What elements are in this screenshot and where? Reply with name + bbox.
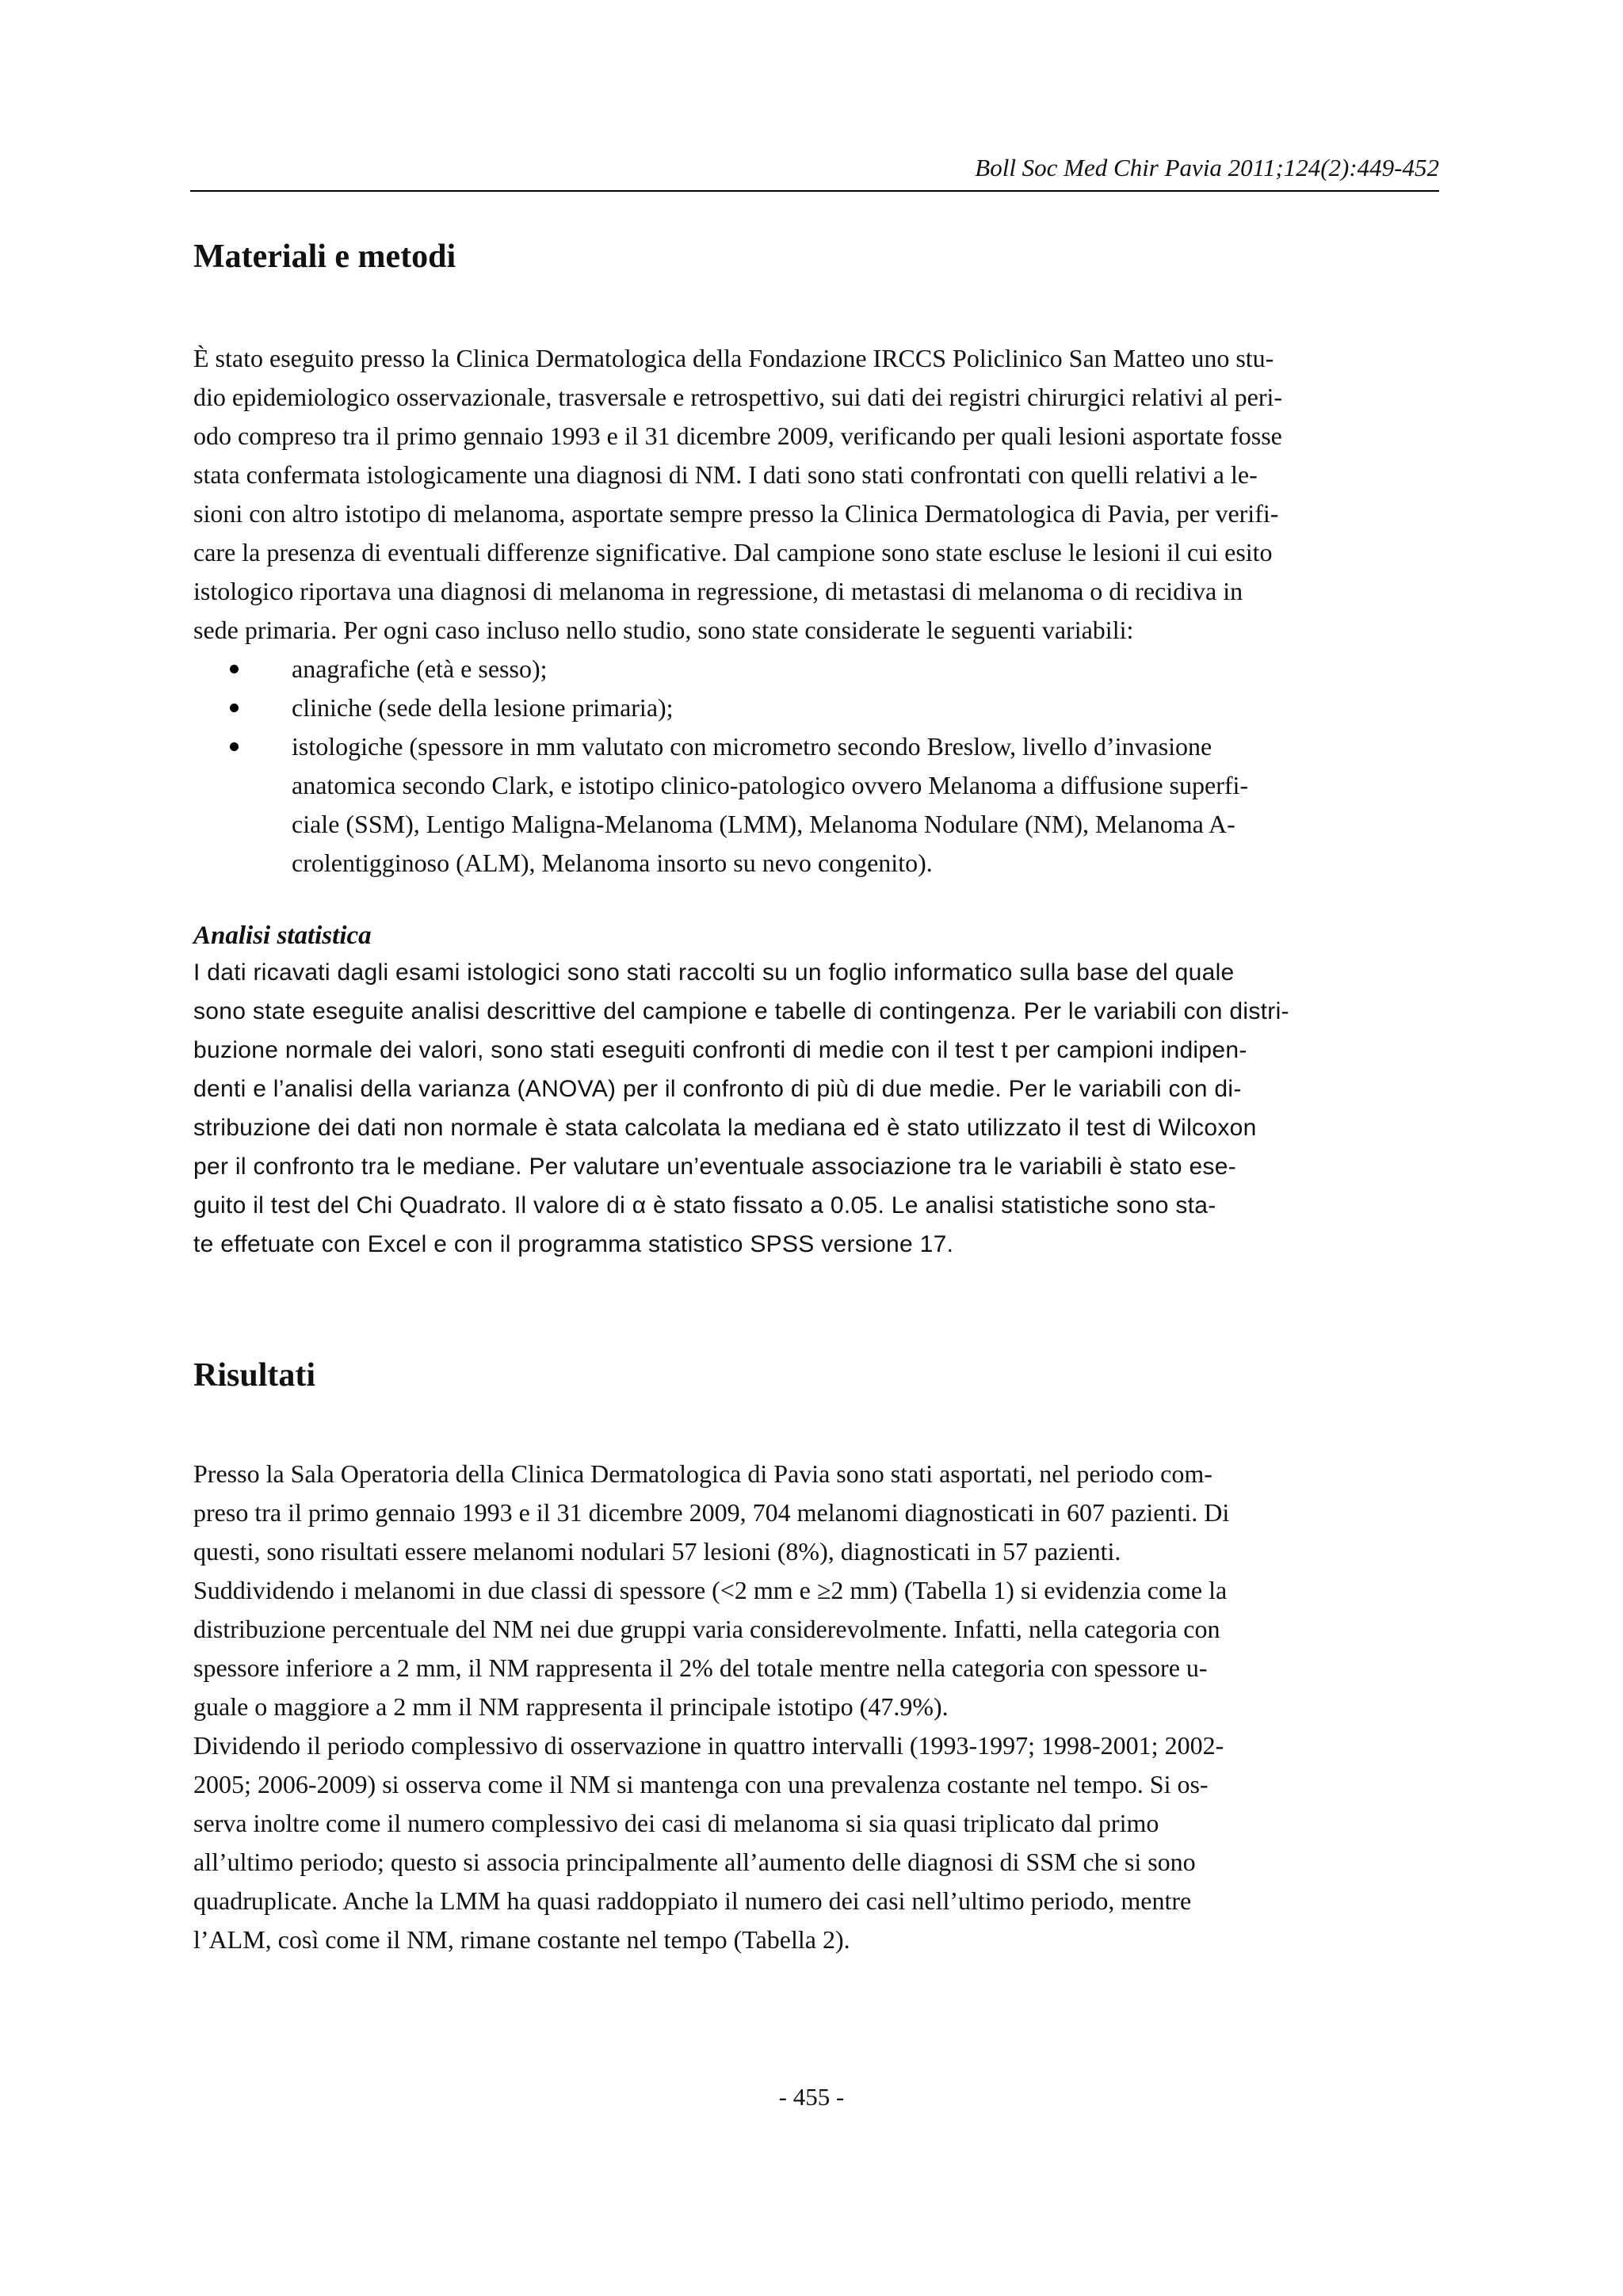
bullet-icon (230, 665, 239, 673)
text-line: spessore inferiore a 2 mm, il NM rappresenta il 2% del totale mentre nella categoria con spessore u- (193, 1653, 1208, 1682)
header-rule (190, 190, 1439, 192)
text-line: distribuzione percentuale del NM nei due gruppi varia considerevolmente. Infatti, nella categoria con (193, 1615, 1220, 1643)
journal-reference-header: Boll Soc Med Chir Pavia 2011;124(2):449-452 (975, 154, 1439, 181)
paragraph-risultati-3 (193, 1726, 1436, 1959)
text-line: anatomica secondo Clark, e istotipo clinico-patologico ovvero Melanoma a diffusione superfi- (292, 771, 1249, 799)
section-title-risultati: Risultati (193, 1357, 316, 1394)
text-line: I dati ricavati dagli esami istologici sono stati raccolti su un foglio informatico sulla base del quale (193, 959, 1235, 986)
text-line: anagrafiche (età e sesso); (292, 654, 548, 683)
text-line: per il confronto tra le mediane. Per valutare un’eventuale associazione tra le variabili è stato ese- (193, 1154, 1237, 1180)
list-item (193, 688, 1436, 727)
text-line: È stato eseguito presso la Clinica Dermatologica della Fondazione IRCCS Policlinico San Matteo uno stu- (193, 344, 1274, 372)
list-item (193, 727, 1436, 883)
text-line: serva inoltre come il numero complessivo dei casi di melanoma si sia quasi triplicato dal primo (193, 1809, 1159, 1837)
text-line: Dividendo il periodo complessivo di osservazione in quattro intervalli (1993-1997; 1998-2001; 2002- (193, 1731, 1224, 1760)
text-line: stribuzione dei dati non normale è stata calcolata la mediana ed è stato utilizzato il test di Wilcoxon (193, 1115, 1257, 1141)
text-line: guale o maggiore a 2 mm il NM rappresenta il principale istotipo (47.9%). (193, 1692, 949, 1721)
bullet-icon (230, 704, 239, 712)
text-line: guito il test del Chi Quadrato. Il valore di α è stato fissato a 0.05. Le analisi statistiche sono sta- (193, 1192, 1216, 1219)
subsection-title-analisi: Analisi statistica (193, 921, 372, 950)
text-line: questi, sono risultati essere melanomi nodulari 57 lesioni (8%), diagnosticati in 57 pazienti. (193, 1537, 1121, 1566)
text-line: ciale (SSM), Lentigo Maligna-Melanoma (LMM), Melanoma Nodulare (NM), Melanoma A- (292, 810, 1235, 838)
text-line: odo compreso tra il primo gennaio 1993 e il 31 dicembre 2009, verificando per quali lesioni asportate fosse (193, 421, 1282, 450)
text-line: te effetuate con Excel e con il programma statistico SPSS versione 17. (193, 1231, 954, 1257)
text-line: care la presenza di eventuali differenze significative. Dal campione sono state escluse le lesioni il cui esito (193, 538, 1273, 566)
text-line: quadruplicate. Anche la LMM ha quasi raddoppiato il numero dei casi nell’ultimo periodo, mentre (193, 1886, 1192, 1915)
text-line: sono state eseguite analisi descrittive del campione e tabelle di contingenza. Per le variabili con distri- (193, 998, 1289, 1024)
text-line: cliniche (sede della lesione primaria); (292, 693, 674, 722)
text-line: dio epidemiologico osservazionale, trasversale e retrospettivo, sui dati dei registri chirurgici relativi al peri- (193, 383, 1283, 411)
paragraph-analisi (193, 953, 1436, 1264)
text-line: crolentigginoso (ALM), Melanoma insorto su nevo congenito). (292, 849, 933, 877)
paragraph-materiali-intro (193, 339, 1436, 650)
text-line: preso tra il primo gennaio 1993 e il 31 dicembre 2009, 704 melanomi diagnosticati in 607 pazienti. Di (193, 1498, 1230, 1527)
paragraph-risultati-2 (193, 1571, 1436, 1726)
text-line: 2005; 2006-2009) si osserva come il NM si mantenga con una prevalenza costante nel tempo. Si os- (193, 1770, 1209, 1798)
section-title-materiali: Materiali e metodi (193, 238, 456, 275)
bullet-icon (230, 742, 239, 751)
text-line: istologiche (spessore in mm valutato con micrometro secondo Breslow, livello d’invasione (292, 732, 1212, 761)
text-line: all’ultimo periodo; questo si associa principalmente all’aumento delle diagnosi di SSM che si sono (193, 1848, 1196, 1876)
text-line: l’ALM, così come il NM, rimane costante nel tempo (Tabella 2). (193, 1925, 850, 1954)
text-line: istologico riportava una diagnosi di melanoma in regressione, di metastasi di melanoma o di recidiva in (193, 577, 1243, 605)
text-line: buzione normale dei valori, sono stati eseguiti confronti di medie con il test t per campioni indipen- (193, 1037, 1247, 1063)
variables-list (193, 650, 1436, 883)
text-line: Presso la Sala Operatoria della Clinica Dermatologica di Pavia sono stati asportati, nel periodo com- (193, 1459, 1212, 1488)
text-line: sede primaria. Per ogni caso incluso nello studio, sono state considerate le seguenti variabili: (193, 616, 1134, 644)
text-line: sioni con altro istotipo di melanoma, asportate sempre presso la Clinica Dermatologica di Pavia, per verifi- (193, 499, 1279, 528)
text-line: denti e l’analisi della varianza (ANOVA) per il confronto di più di due medie. Per le variabili con di- (193, 1076, 1242, 1102)
text-line: stata confermata istologicamente una diagnosi di NM. I dati sono stati confrontati con quelli relativi a le- (193, 460, 1258, 489)
paragraph-risultati-1 (193, 1455, 1436, 1571)
text-line: Suddividendo i melanomi in due classi di spessore (<2 mm e ≥2 mm) (Tabella 1) si evidenzia come la (193, 1576, 1228, 1604)
list-item (193, 650, 1436, 688)
page-number: - 455 - (778, 2083, 845, 2111)
